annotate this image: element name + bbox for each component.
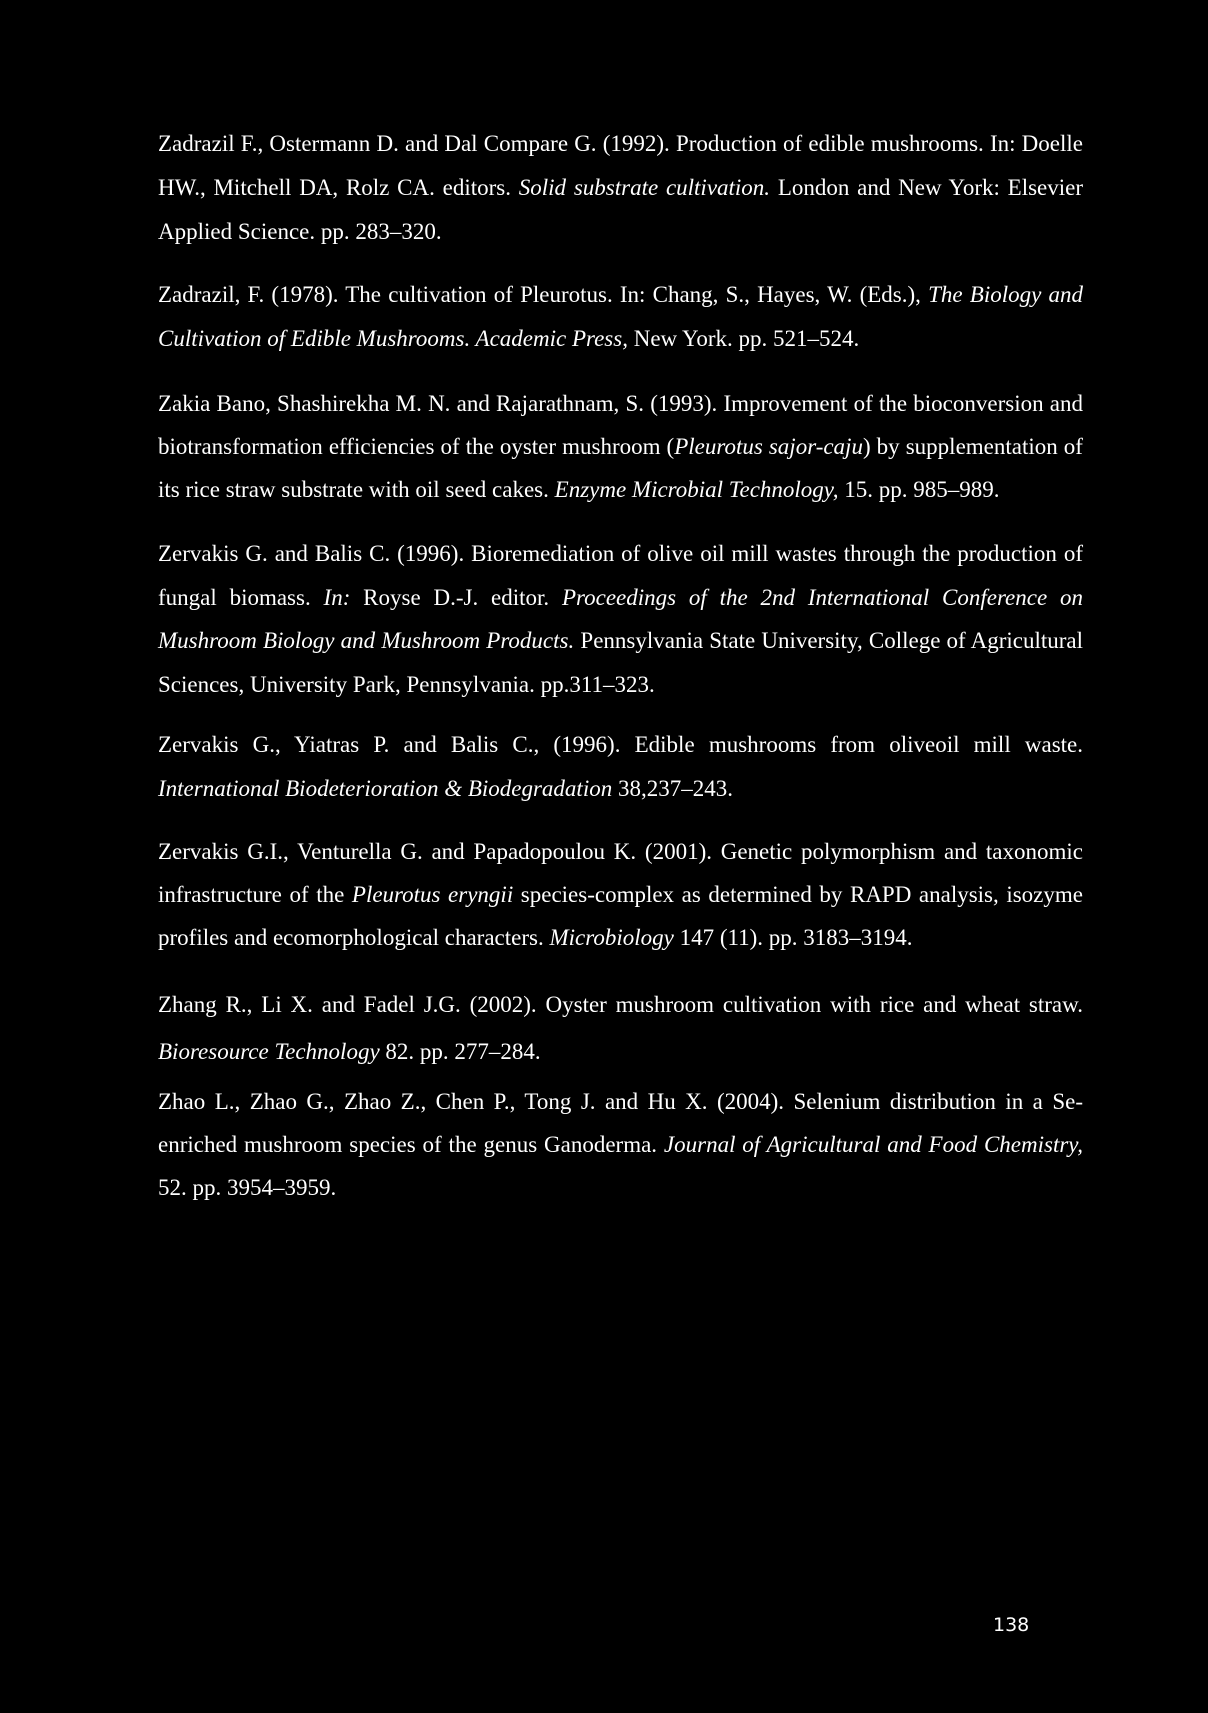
reference-zhao-2004 — [158, 1080, 1083, 1209]
ref-text: 52. pp. 3954–3959. — [158, 1175, 337, 1200]
ref-italic: International Biodeterioration & Biodegradation — [158, 776, 613, 801]
ref-text: species-complex as determined by RAPD analysis, isozyme profiles and ecomorphological characters. — [158, 882, 1083, 950]
ref-italic: Pleurotus sajor-caju — [674, 434, 863, 459]
ref-italic: Enzyme Microbial Technology, — [554, 477, 839, 502]
ref-text: Zakia Bano, Shashirekha M. N. and Rajarathnam, S. (1993). Improvement of the bioconversion and biotransformation efficiencies of the oyster mushroom ( — [158, 391, 1083, 459]
reference-zadrazil-1992 — [158, 122, 1083, 254]
ref-text: Zervakis G.I., Venturella G. and Papadopoulou K. (2001). Genetic polymorphism and taxonomic infrastructure of the — [158, 839, 1083, 907]
ref-text: Royse D.-J. editor. — [350, 584, 562, 610]
ref-text: 15. pp. 985–989. — [838, 477, 1000, 502]
ref-text: Pennsylvania State University, College of Agricultural Sciences, University Park, Pennsylvania. pp.311–323. — [158, 628, 1084, 697]
ref-text: 82. pp. 277–284. — [379, 1039, 541, 1064]
ref-text: Zervakis G. and Balis C. (1996). Bioremediation of olive oil mill wastes through the production of fungal biomass. — [158, 541, 1083, 610]
ref-italic: Pleurotus eryngii — [351, 882, 514, 907]
ref-italic: Solid substrate cultivation. — [518, 175, 771, 200]
reference-zhang-2002 — [158, 981, 1083, 1075]
ref-italic: Bioresource Technology — [158, 1039, 380, 1064]
ref-text: Zervakis G., Yiatras P. and Balis C., (1996). Edible mushrooms from oliveoil mill waste. — [158, 732, 1083, 757]
reference-zervakis-2001 — [158, 830, 1083, 959]
reference-list — [158, 122, 1083, 1209]
ref-italic: In: — [323, 584, 351, 610]
ref-text: ) by supplementation of its rice straw substrate with oil seed cakes. — [158, 434, 1083, 502]
ref-text: 38,237–243. — [612, 776, 733, 801]
page-number: 138 — [993, 1614, 1030, 1636]
ref-text: Zhang R., Li X. and Fadel J.G. (2002). Oyster mushroom cultivation with rice and wheat straw. — [158, 992, 1083, 1017]
ref-text: Zadrazil F., Ostermann D. and Dal Compare G. (1992). Production of edible mushrooms. In: Doelle HW., Mitchell DA, Rolz CA. editors. — [158, 131, 1083, 200]
reference-zervakis-balis-1996 — [158, 532, 1083, 706]
reference-zadrazil-1978 — [158, 273, 1083, 361]
ref-text: Zhao L., Zhao G., Zhao Z., Chen P., Tong J. and Hu X. (2004). Selenium distribution in a Se-enriched mushroom species of the genus Ganoderma. — [158, 1089, 1083, 1157]
ref-italic: Journal of Agricultural and Food Chemistry, — [663, 1132, 1083, 1157]
ref-italic: Proceedings of the 2nd International Conference on Mushroom Biology and Mushroom Products. — [158, 584, 1083, 653]
ref-text: New York. pp. 521–524. — [627, 326, 860, 351]
ref-text: London and New York: Elsevier Applied Science. pp. 283–320. — [158, 175, 1083, 244]
reference-zakia-bano-1993 — [158, 382, 1083, 511]
ref-text: 147 (11). pp. 3183–3194. — [673, 925, 913, 950]
ref-text: Zadrazil, F. (1978). The cultivation of Pleurotus. In: Chang, S., Hayes, W. (Eds.), — [158, 282, 929, 307]
ref-italic: The Biology and Cultivation of Edible Mushrooms. Academic Press, — [158, 282, 1083, 351]
reference-zervakis-yiatras-1996 — [158, 723, 1083, 811]
ref-italic: Microbiology — [549, 925, 674, 950]
